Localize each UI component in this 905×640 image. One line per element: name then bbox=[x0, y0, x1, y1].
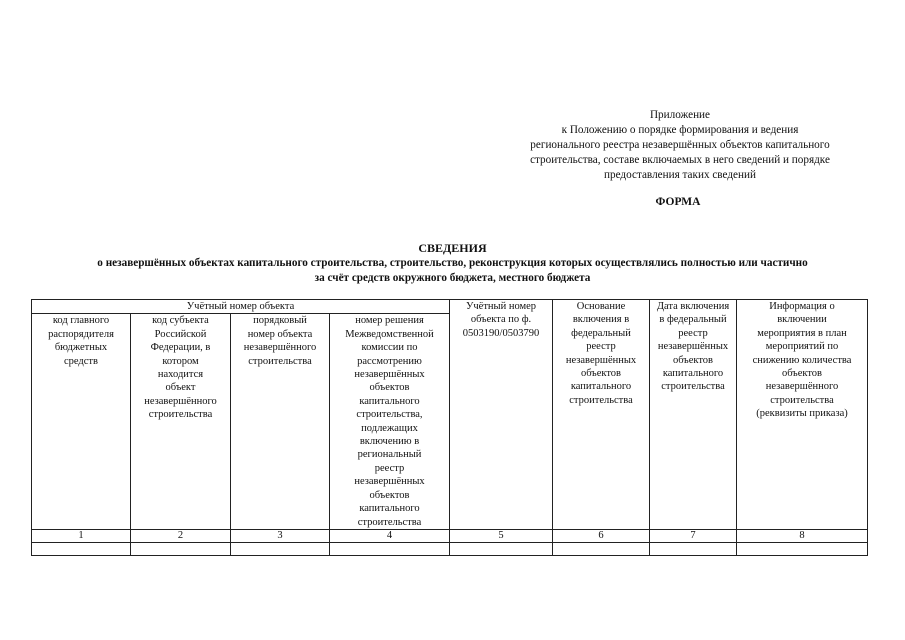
column-number: 5 bbox=[450, 529, 553, 542]
column-header-6: Основание включения в федеральный реестр незавершённых объектов капитального строительства bbox=[553, 300, 650, 530]
column-header-8: Информация о включении мероприятия в план мероприятий по снижению количества объектов незавершённого строительства (реквизиты приказа) bbox=[737, 300, 868, 530]
column-number: 2 bbox=[131, 529, 231, 542]
column-number-row bbox=[32, 529, 868, 542]
empty-cell bbox=[330, 542, 450, 555]
appendix-line: Приложение bbox=[649, 109, 711, 121]
form-label: ФОРМА bbox=[655, 196, 701, 208]
column-header-7: Дата включения в федеральный реестр незавершённых объектов капитального строительства bbox=[650, 300, 737, 530]
group-header-cell: Учётный номер объекта bbox=[32, 300, 450, 314]
form-table bbox=[31, 299, 868, 556]
column-header-5: Учётный номер объекта по ф. 0503190/0503790 bbox=[450, 300, 553, 530]
column-number: 6 bbox=[553, 529, 650, 542]
header-row-group bbox=[32, 300, 868, 314]
subtitle-line: о незавершённых объектах капитального строительства, строительство, реконструкция которых осуществлялись полностью или частично bbox=[97, 257, 808, 269]
column-number: 1 bbox=[32, 529, 131, 542]
appendix-line: регионального реестра незавершённых объектов капитального bbox=[530, 139, 830, 151]
column-header-3: порядковый номер объекта незавершённого строительства bbox=[231, 314, 330, 530]
appendix-line: к Положению о порядке формирования и ведения bbox=[561, 124, 799, 136]
column-header-4: номер решения Межведомственной комиссии по рассмотрению незавершённых объектов капитального строительства, подлежащих включению в региональный реестр незавершённых объектов капитального строительства bbox=[330, 314, 450, 530]
document-title: СВЕДЕНИЯ bbox=[418, 241, 487, 255]
document-subtitle bbox=[0, 256, 905, 286]
empty-cell bbox=[450, 542, 553, 555]
appendix-line: предоставления таких сведений bbox=[604, 169, 756, 181]
empty-cell bbox=[231, 542, 330, 555]
column-header-2: код субъекта Российской Федерации, в котором находится объект незавершённого строительства bbox=[131, 314, 231, 530]
column-number: 3 bbox=[231, 529, 330, 542]
empty-cell bbox=[650, 542, 737, 555]
column-number: 7 bbox=[650, 529, 737, 542]
empty-cell bbox=[131, 542, 231, 555]
column-number: 8 bbox=[737, 529, 868, 542]
column-header-1: код главного распорядителя бюджетных средств bbox=[32, 314, 131, 530]
empty-cell bbox=[32, 542, 131, 555]
column-number: 4 bbox=[330, 529, 450, 542]
empty-data-row bbox=[32, 542, 868, 555]
appendix-note bbox=[500, 108, 860, 183]
empty-cell bbox=[553, 542, 650, 555]
appendix-line: строительства, составе включаемых в него сведений и порядке bbox=[530, 154, 830, 166]
empty-cell bbox=[737, 542, 868, 555]
subtitle-line: за счёт средств окружного бюджета, местного бюджета bbox=[314, 272, 591, 284]
